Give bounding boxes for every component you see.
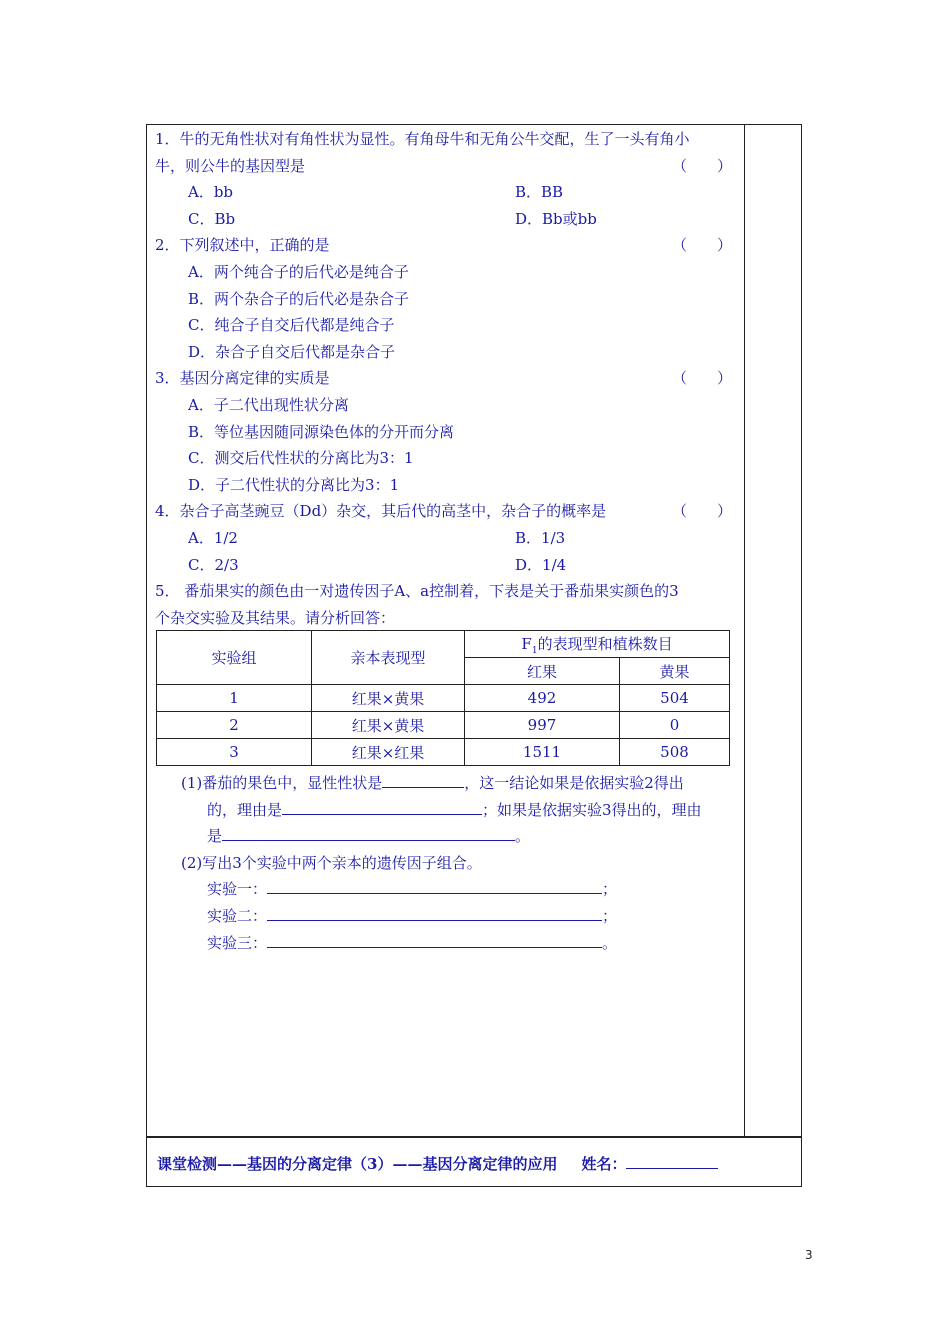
q4-stem: 4．杂合子高茎豌豆（Dd）杂交，其后代的高茎中，杂合子的概率是 xyxy=(155,502,607,521)
p1-text-e: 是 xyxy=(207,827,223,846)
table-row xyxy=(157,739,730,766)
q1-option-b: B．BB xyxy=(515,183,564,202)
p2-line: (2)写出3个实验中两个亲本的遗传因子组合。 xyxy=(181,853,482,872)
answer-blank-reason3[interactable] xyxy=(222,824,515,841)
page-number: 3 xyxy=(805,1248,813,1262)
cell-group: 3 xyxy=(157,739,312,766)
p1-line2 xyxy=(181,797,741,824)
cell-red: 492 xyxy=(465,685,620,712)
exp1-semicolon: ； xyxy=(602,880,618,899)
q3-option-c: C．测交后代性状的分离比为3：1 xyxy=(188,449,414,468)
cell-group: 1 xyxy=(157,685,312,712)
q2-option-a: A．两个纯合子的后代必是纯合子 xyxy=(188,262,409,281)
q4-option-d: D．1/4 xyxy=(515,555,567,574)
header-group: 实验组 xyxy=(157,631,312,685)
p1-text-a: (1)番茄的果色中，显性性状是 xyxy=(181,774,383,792)
q4-option-a: A．1/2 xyxy=(188,528,238,547)
footer xyxy=(157,1152,718,1174)
exp1-label: 实验一： xyxy=(207,880,268,899)
q1-stem-end: 牛，则公牛的基因型是 xyxy=(155,156,306,175)
answer-blank-exp2[interactable] xyxy=(267,904,602,921)
q4-options-cd xyxy=(155,552,740,579)
p1-text-f: 。 xyxy=(515,827,531,846)
footer-title: 课堂检测——基因的分离定律（3）——基因分离定律的应用 xyxy=(157,1155,558,1173)
p1-text-c: 的，理由是 xyxy=(207,800,283,819)
table-row xyxy=(157,712,730,739)
q1-options-cd xyxy=(155,206,740,233)
q3-option-d: D．子二代性状的分离比为3：1 xyxy=(188,475,400,494)
cell-parent: 红果×黄果 xyxy=(312,712,465,739)
q3-stem: 3．基因分离定律的实质是 xyxy=(155,369,330,388)
p1-text-d: ；如果是依据实验3得出的，理由 xyxy=(482,800,702,819)
q3-stem-line xyxy=(155,365,740,392)
q1-option-d: D．Bb或bb xyxy=(515,209,597,228)
header-yellow: 黄果 xyxy=(620,658,730,685)
q3-option-b: B．等位基因随同源染色体的分开而分离 xyxy=(188,422,455,441)
name-blank[interactable] xyxy=(626,1152,718,1169)
q1-options-ab xyxy=(155,179,740,206)
q3-option-a: A．子二代出现性状分离 xyxy=(188,395,349,414)
experiment-table xyxy=(156,630,730,766)
q5-answers xyxy=(181,770,741,956)
q2-stem-line xyxy=(155,232,740,259)
q2-stem: 2．下列叙述中，正确的是 xyxy=(155,236,330,255)
cell-group: 2 xyxy=(157,712,312,739)
q1-option-c: C．Bb xyxy=(188,209,236,228)
margin-divider xyxy=(744,124,745,1137)
q2-option-d: D．杂合子自交后代都是杂合子 xyxy=(188,342,396,361)
q2-option-c: C．纯合子自交后代都是纯合子 xyxy=(188,316,395,335)
q1-option-a: A．bb xyxy=(188,183,234,202)
p1-text-b: ，这一结论如果是依据实验2得出 xyxy=(464,774,684,792)
q1-line1: 1．牛的无角性状对有角性状为显性。有角母牛和无角公牛交配，生了一头有角小 xyxy=(155,130,690,148)
cell-red: 1511 xyxy=(465,739,620,766)
header-red: 红果 xyxy=(465,658,620,685)
q4-option-c: C．2/3 xyxy=(188,555,239,574)
cell-yellow: 504 xyxy=(620,685,730,712)
cell-yellow: 0 xyxy=(620,712,730,739)
cell-parent: 红果×黄果 xyxy=(312,685,465,712)
exp3-line xyxy=(181,930,741,957)
q2-option-b: B．两个杂合子的后代必是杂合子 xyxy=(188,289,410,308)
name-label: 姓名： xyxy=(581,1155,627,1173)
q4-options-ab xyxy=(155,525,740,552)
answer-blank-exp3[interactable] xyxy=(267,931,602,948)
f1-subscript: 1 xyxy=(531,645,538,656)
q5-line2: 个杂交实验及其结果。请分析回答： xyxy=(155,608,396,627)
answer-blank-exp1[interactable] xyxy=(267,877,602,894)
p1-line3 xyxy=(181,823,741,850)
cell-red: 997 xyxy=(465,712,620,739)
table-row xyxy=(157,685,730,712)
cell-yellow: 508 xyxy=(620,739,730,766)
answer-blank-reason2[interactable] xyxy=(282,798,482,815)
q4-answer-paren: （ ） xyxy=(671,502,732,521)
exp2-line xyxy=(181,903,741,930)
q1-answer-paren: （ ） xyxy=(671,156,732,175)
q2-answer-paren: （ ） xyxy=(671,236,732,255)
exp2-label: 实验二： xyxy=(207,906,268,925)
header-parent: 亲本表现型 xyxy=(312,631,465,685)
f1-suffix: 的表现型和植株数目 xyxy=(537,634,673,653)
exp3-period: 。 xyxy=(602,933,618,952)
exp3-label: 实验三： xyxy=(207,933,268,952)
f1-letter: F xyxy=(521,634,532,653)
exp1-line xyxy=(181,876,741,903)
p1-line1 xyxy=(181,770,741,797)
answer-blank-dominant[interactable] xyxy=(382,771,464,788)
q4-option-b: B．1/3 xyxy=(515,528,566,547)
q5-line1: 5． 番茄果实的颜色由一对遗传因子A、a控制着，下表是关于番茄果实颜色的3 xyxy=(155,582,679,601)
q4-stem-line xyxy=(155,498,740,525)
questions-area xyxy=(155,126,740,631)
q3-answer-paren: （ ） xyxy=(671,369,732,388)
cell-parent: 红果×红果 xyxy=(312,739,465,766)
header-f1 xyxy=(465,631,730,658)
exp2-semicolon: ； xyxy=(602,906,618,925)
q1-line2 xyxy=(155,153,740,180)
